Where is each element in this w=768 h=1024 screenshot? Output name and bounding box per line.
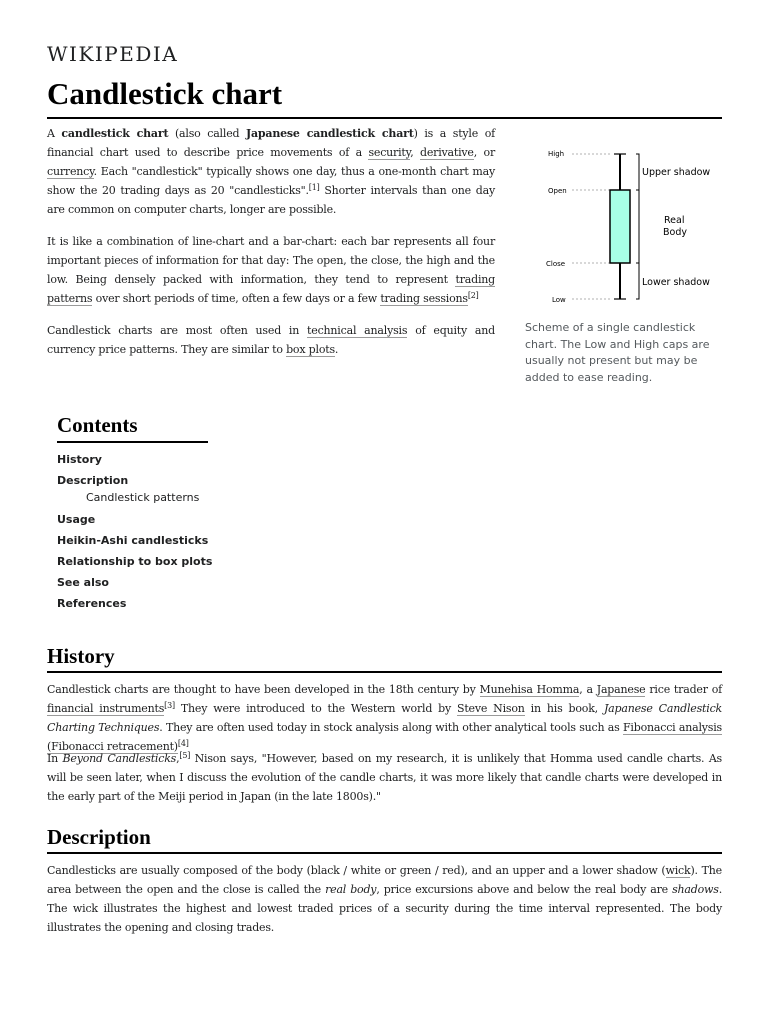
text: (also called <box>168 127 246 140</box>
history-paragraph-2 <box>47 749 722 806</box>
text: , a <box>579 683 597 696</box>
text: . The wick illustrates the highest and lowest traded prices of a security during the time interval represented. The body illustrates the opening and closing trades. <box>47 883 722 934</box>
link-steve-nison[interactable]: Steve Nison <box>457 702 525 715</box>
link-technical-analysis[interactable]: technical analysis <box>307 324 408 337</box>
text: Candlestick charts are thought to have been developed in the 18th century by <box>47 683 480 696</box>
toc-item-see-also[interactable]: See also <box>57 576 109 589</box>
toc-item-candlestick-patterns[interactable]: Candlestick patterns <box>86 491 200 504</box>
label-open: Open <box>548 187 567 195</box>
toc-item-usage[interactable]: Usage <box>57 513 96 526</box>
bold-term: candlestick chart <box>61 127 169 140</box>
text: . <box>334 343 339 356</box>
label-low: Low <box>552 296 566 304</box>
toc-item-references[interactable]: References <box>57 597 127 610</box>
heading-history: History <box>47 644 115 668</box>
history-paragraph-1 <box>47 680 722 756</box>
link-fibonacci[interactable]: Fibonacci analysis (Fibonacci retracement) <box>47 721 723 753</box>
intro-paragraph-1 <box>47 124 495 219</box>
wikipedia-logo[interactable]: WIKIPEDIA <box>47 42 179 66</box>
book-title: Beyond Candlesticks <box>62 752 177 765</box>
candlestick-figure[interactable] <box>522 140 732 310</box>
text: over short periods of time, often a few days or a few <box>92 292 381 305</box>
label-upper-shadow: Upper shadow <box>642 167 711 178</box>
link-trading-sessions[interactable]: trading sessions <box>380 292 468 305</box>
table-of-contents <box>57 413 357 614</box>
text: ). The area between the open and the close is called the <box>47 864 722 896</box>
link-security[interactable]: security <box>368 146 411 159</box>
label-close: Close <box>546 260 566 268</box>
link-japanese[interactable]: Japanese <box>596 683 646 696</box>
text: , or <box>473 146 496 159</box>
toc-item-box-plots[interactable]: Relationship to box plots <box>57 555 213 568</box>
ref-4[interactable]: [4] <box>177 739 189 748</box>
text: in his book, <box>524 702 604 715</box>
label-real: Real <box>664 215 685 226</box>
link-currency[interactable]: currency <box>47 165 94 178</box>
description-paragraph-1 <box>47 861 722 937</box>
text: , <box>410 146 420 159</box>
link-financial-instruments[interactable]: financial instruments <box>47 702 165 715</box>
heading-description: Description <box>47 825 151 849</box>
term-shadows: shadows <box>672 883 719 896</box>
link-derivative[interactable]: derivative <box>419 146 474 159</box>
ref-5[interactable]: [5] <box>179 751 191 760</box>
link-munehisa-homma[interactable]: Munehisa Homma <box>479 683 580 696</box>
text: , price excursions above and below the real body are <box>376 883 673 896</box>
intro-paragraph-2 <box>47 232 495 308</box>
real-body <box>610 190 630 263</box>
book-title: Japanese Candlestick Charting Techniques <box>47 702 722 734</box>
text: rice trader of <box>645 683 722 696</box>
text: . They are often used today in stock analysis along with other analytical tools such as <box>159 721 623 734</box>
text: It is like a combination of line-chart and a bar-chart: each bar represents all four important pieces of information for that day: The open, the close, the high and the low. Being densely packed with information, they tend to represent <box>47 235 495 286</box>
toc-item-description[interactable]: Description <box>57 474 129 487</box>
term-real-body: real body <box>325 883 377 896</box>
toc-title: Contents <box>57 413 138 437</box>
candlestick-diagram <box>522 140 732 310</box>
text: In <box>47 752 63 765</box>
text: A <box>47 127 62 140</box>
ref-2[interactable]: [2] <box>467 291 479 300</box>
intro-paragraph-3 <box>47 321 495 359</box>
text: , <box>176 752 180 765</box>
toc-item-heikin-ashi[interactable]: Heikin-Ashi candlesticks <box>57 534 209 547</box>
link-trading-patterns[interactable]: trading patterns <box>47 273 495 305</box>
text: of equity and currency price patterns. They are similar to <box>47 324 495 356</box>
braces <box>636 154 639 299</box>
ref-3[interactable]: [3] <box>164 701 175 710</box>
bold-term: Japanese candlestick chart <box>245 127 414 140</box>
title-divider <box>47 117 722 119</box>
text: Shorter intervals than one day are common on computer charts, longer are possible. <box>47 184 495 216</box>
guide-lines <box>572 154 610 299</box>
text: ) is a style of financial chart used to describe price movements of a <box>47 127 495 159</box>
text: Candlestick charts are most often used in <box>47 324 308 337</box>
text: . Each "candlestick" typically shows one day, thus a one-month chart may show the 20 trading days as 20 "candlesticks". <box>47 165 495 197</box>
text: Nison says, "However, based on my research, it is unlikely that Homma used candle charts. As will be seen later, when I discuss the evolution of the candle charts, it was more likely that candle charts were developed in the early part of the Meiji period in Japan (in the late 1800s)." <box>47 752 723 803</box>
label-lower-shadow: Lower shadow <box>642 277 710 288</box>
ref-1[interactable]: [1] <box>308 183 320 192</box>
label-body: Body <box>663 227 687 238</box>
figure-caption: Scheme of a single candlestick chart. The Low and High caps are usually not present but may be added to ease reading. <box>525 321 710 384</box>
page-title: Candlestick chart <box>47 76 283 111</box>
history-divider <box>47 671 722 673</box>
link-wick[interactable]: wick <box>665 864 691 877</box>
toc-divider <box>57 441 208 443</box>
link-box-plots[interactable]: box plots <box>286 343 335 356</box>
label-high: High <box>548 150 565 158</box>
text: Candlesticks are usually composed of the body (black / white or green / red), and an upper and a lower shadow ( <box>47 864 666 877</box>
text: They were introduced to the Western world by <box>174 702 457 715</box>
toc-item-history[interactable]: History <box>57 453 102 466</box>
description-divider <box>47 852 722 854</box>
